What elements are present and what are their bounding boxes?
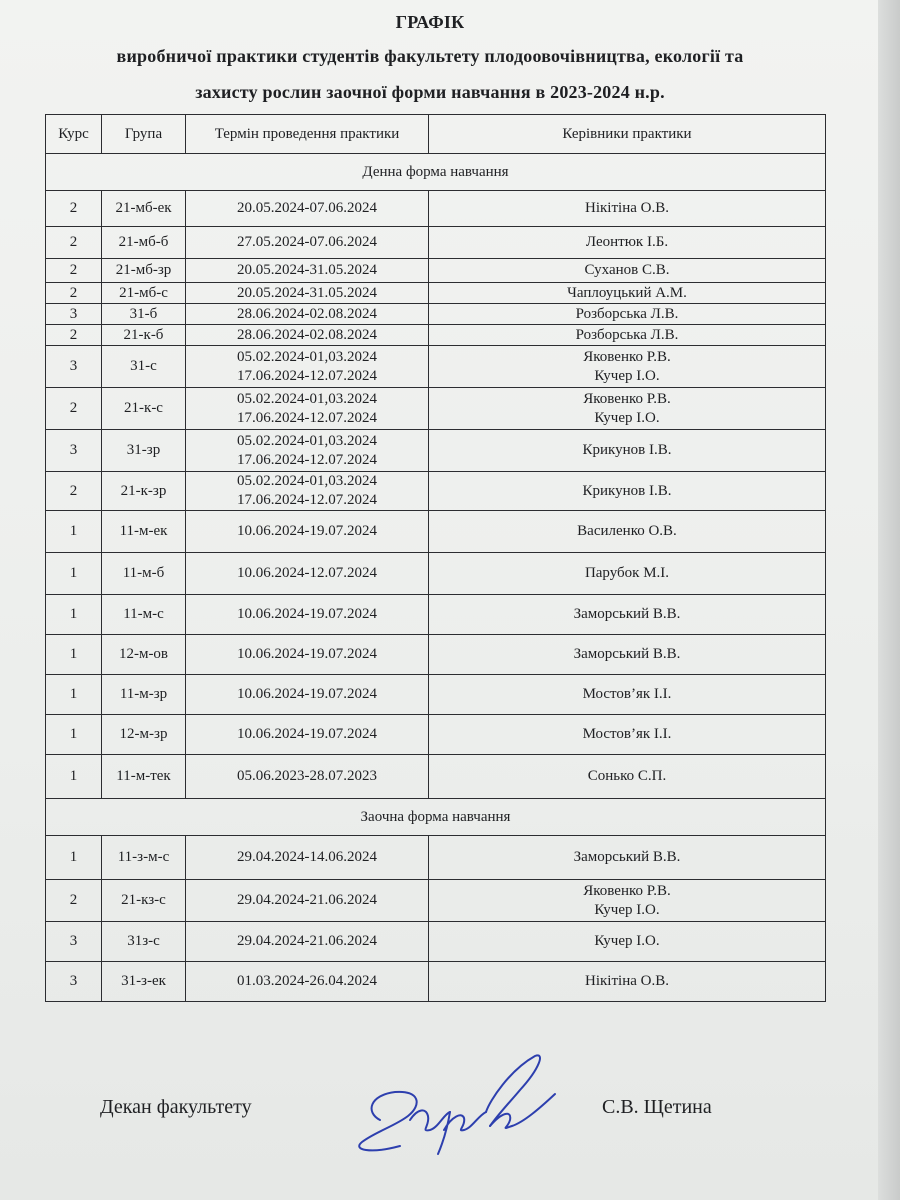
table-row (46, 635, 826, 675)
section-row (46, 154, 826, 191)
leaders-cell-line: Нікітіна О.В. (585, 200, 669, 216)
leaders-cell-line: Леонтюк І.Б. (585, 234, 669, 250)
group-cell: 11-м-с (102, 595, 186, 635)
leaders-cell-line: Нікітіна О.В. (585, 973, 669, 989)
dates-cell (186, 880, 429, 922)
page-edge-shadow (878, 0, 900, 1200)
group-cell: 11-м-зр (102, 675, 186, 715)
leaders-cell (429, 227, 826, 259)
leaders-cell (429, 880, 826, 922)
dates-cell-line: 10.06.2024-19.07.2024 (237, 726, 377, 742)
course-cell: 2 (46, 259, 102, 283)
leaders-cell-line: Василенко О.В. (577, 523, 677, 539)
leaders-cell-line: Крикунов І.В. (582, 442, 672, 458)
group-cell: 11-м-ек (102, 511, 186, 553)
header-group: Група (102, 115, 186, 154)
course-cell: 2 (46, 283, 102, 304)
group-cell: 21-мб-ек (102, 191, 186, 227)
group-cell: 21-кз-с (102, 880, 186, 922)
leaders-cell-line: Заморський В.В. (573, 849, 681, 865)
header-course: Курс (46, 115, 102, 154)
dates-cell (186, 430, 429, 472)
dates-cell (186, 675, 429, 715)
dates-cell (186, 283, 429, 304)
group-cell: 21-к-зр (102, 472, 186, 511)
document-subtitle-line-2: захисту рослин заочної форми навчання в 2023-2024 н.р. (195, 82, 665, 102)
dates-cell (186, 304, 429, 325)
group-cell: 12-м-ов (102, 635, 186, 675)
course-cell: 2 (46, 880, 102, 922)
table-row (46, 346, 826, 388)
leaders-cell-line: Парубок М.І. (584, 565, 670, 581)
dates-cell-line: 20.05.2024-07.06.2024 (237, 200, 377, 216)
dates-cell (186, 836, 429, 880)
leaders-cell (429, 191, 826, 227)
dates-cell (186, 635, 429, 675)
dates-cell (186, 595, 429, 635)
leaders-cell-line: Яковенко Р.В. (583, 882, 671, 899)
dates-cell-line: 10.06.2024-12.07.2024 (237, 565, 377, 581)
leaders-cell-line: Мостов’як І.І. (582, 726, 672, 742)
leaders-cell (429, 836, 826, 880)
table-row (46, 595, 826, 635)
dates-cell (186, 259, 429, 283)
dates-cell-line: 05.02.2024-01,03.2024 (237, 473, 377, 489)
section-label: Денна форма навчання (46, 154, 826, 191)
course-cell: 2 (46, 472, 102, 511)
dates-cell-line: 01.03.2024-26.04.2024 (237, 973, 377, 989)
group-cell: 11-м-б (102, 553, 186, 595)
dates-cell (186, 553, 429, 595)
leaders-cell (429, 325, 826, 346)
leaders-cell-line: Суханов С.В. (584, 262, 670, 278)
leaders-cell-line: Крикунов І.В. (582, 482, 672, 499)
table-row (46, 511, 826, 553)
table-row (46, 283, 826, 304)
table-row (46, 304, 826, 325)
table-row (46, 675, 826, 715)
group-cell: 21-мб-б (102, 227, 186, 259)
course-cell: 1 (46, 836, 102, 880)
table-row (46, 880, 826, 922)
leaders-cell (429, 430, 826, 472)
leaders-cell-line: Заморський В.В. (573, 606, 681, 622)
schedule-table (45, 114, 826, 1002)
leaders-cell (429, 388, 826, 430)
dates-cell-line: 28.06.2024-02.08.2024 (237, 305, 377, 322)
header-leaders: Керівники практики (429, 115, 826, 154)
group-cell: 11-з-м-с (102, 836, 186, 880)
dates-cell-line: 05.02.2024-01,03.2024 (237, 432, 377, 449)
group-cell: 12-м-зр (102, 715, 186, 755)
table-row (46, 430, 826, 472)
course-cell: 1 (46, 635, 102, 675)
group-cell: 21-к-с (102, 388, 186, 430)
dates-cell-line: 29.04.2024-21.06.2024 (237, 892, 377, 908)
table-row (46, 962, 826, 1002)
group-cell: 21-мб-зр (102, 259, 186, 283)
leaders-cell (429, 595, 826, 635)
dates-cell-line: 27.05.2024-07.06.2024 (237, 234, 377, 250)
table-row (46, 227, 826, 259)
dates-cell (186, 191, 429, 227)
leaders-cell (429, 259, 826, 283)
document-subtitle-line-1: виробничої практики студентів факультету плодоовочівництва, екології та (116, 46, 744, 66)
leaders-cell-line: Розборська Л.В. (575, 305, 679, 322)
course-cell: 3 (46, 346, 102, 388)
course-cell: 3 (46, 430, 102, 472)
leaders-cell-line: Розборська Л.В. (575, 326, 679, 343)
dates-cell (186, 755, 429, 799)
leaders-cell-line: Чаплоуцький А.М. (567, 284, 687, 301)
table-body (46, 154, 826, 1002)
group-cell: 31-с (102, 346, 186, 388)
dates-cell-line: 10.06.2024-19.07.2024 (237, 686, 377, 702)
group-cell: 31-б (102, 304, 186, 325)
course-cell: 2 (46, 325, 102, 346)
dates-cell-line: 28.06.2024-02.08.2024 (237, 326, 377, 343)
leaders-cell-line: Кучер І.О. (594, 933, 660, 949)
dates-cell-line: 10.06.2024-19.07.2024 (237, 606, 377, 622)
dates-cell (186, 962, 429, 1002)
section-label: Заочна форма навчання (46, 799, 826, 836)
document-title: ГРАФІК (395, 12, 465, 32)
dates-cell-line: 20.05.2024-31.05.2024 (237, 284, 377, 301)
course-cell: 1 (46, 755, 102, 799)
course-cell: 3 (46, 304, 102, 325)
table-row (46, 715, 826, 755)
table-header-row (46, 115, 826, 154)
table-row (46, 388, 826, 430)
course-cell: 1 (46, 675, 102, 715)
dates-cell-line: 05.06.2023-28.07.2023 (237, 768, 377, 784)
leaders-cell-line: Кучер І.О. (594, 367, 660, 384)
dates-cell (186, 227, 429, 259)
table-row (46, 755, 826, 799)
leaders-cell-line: Кучер І.О. (594, 409, 660, 426)
table-row (46, 325, 826, 346)
leaders-cell-line: Яковенко Р.В. (583, 348, 671, 365)
leaders-cell (429, 715, 826, 755)
leaders-cell (429, 962, 826, 1002)
dates-cell (186, 715, 429, 755)
dates-cell-line: 17.06.2024-12.07.2024 (237, 492, 377, 508)
dates-cell-line: 10.06.2024-19.07.2024 (237, 646, 377, 662)
table-row (46, 191, 826, 227)
dates-cell (186, 472, 429, 511)
dates-cell-line: 29.04.2024-14.06.2024 (237, 849, 377, 865)
course-cell: 1 (46, 553, 102, 595)
leaders-cell-line: Сонько С.П. (587, 768, 667, 784)
section-row (46, 799, 826, 836)
course-cell: 2 (46, 227, 102, 259)
table-row (46, 472, 826, 511)
dates-cell (186, 346, 429, 388)
dates-cell (186, 922, 429, 962)
dates-cell-line: 17.06.2024-12.07.2024 (237, 451, 377, 468)
dates-cell-line: 29.04.2024-21.06.2024 (237, 933, 377, 949)
dates-cell (186, 388, 429, 430)
leaders-cell-line: Кучер І.О. (594, 901, 660, 918)
leaders-cell (429, 304, 826, 325)
dates-cell (186, 325, 429, 346)
group-cell: 31-зр (102, 430, 186, 472)
course-cell: 3 (46, 922, 102, 962)
leaders-cell (429, 922, 826, 962)
course-cell: 1 (46, 511, 102, 553)
group-cell: 21-к-б (102, 325, 186, 346)
handwritten-signature (340, 1050, 570, 1160)
leaders-cell (429, 283, 826, 304)
group-cell: 11-м-тек (102, 755, 186, 799)
table-row (46, 259, 826, 283)
leaders-cell (429, 472, 826, 511)
course-cell: 1 (46, 595, 102, 635)
leaders-cell (429, 635, 826, 675)
course-cell: 3 (46, 962, 102, 1002)
leaders-cell (429, 553, 826, 595)
leaders-cell (429, 755, 826, 799)
leaders-cell-line: Заморський В.В. (573, 646, 681, 662)
course-cell: 2 (46, 388, 102, 430)
leaders-cell (429, 511, 826, 553)
dates-cell-line: 20.05.2024-31.05.2024 (237, 262, 377, 278)
leaders-cell-line: Мостов’як І.І. (582, 686, 672, 702)
leaders-cell (429, 675, 826, 715)
leaders-cell (429, 346, 826, 388)
group-cell: 31-з-ек (102, 962, 186, 1002)
dates-cell-line: 05.02.2024-01,03.2024 (237, 348, 377, 365)
course-cell: 2 (46, 191, 102, 227)
group-cell: 21-мб-с (102, 283, 186, 304)
dates-cell (186, 511, 429, 553)
course-cell: 1 (46, 715, 102, 755)
dean-title: Декан факультету (100, 1096, 252, 1118)
table-row (46, 553, 826, 595)
dates-cell-line: 17.06.2024-12.07.2024 (237, 367, 377, 384)
dean-name: С.В. Щетина (602, 1096, 712, 1118)
table-row (46, 922, 826, 962)
dates-cell-line: 10.06.2024-19.07.2024 (237, 523, 377, 539)
dates-cell-line: 05.02.2024-01,03.2024 (237, 390, 377, 407)
group-cell: 31з-с (102, 922, 186, 962)
table-row (46, 836, 826, 880)
dates-cell-line: 17.06.2024-12.07.2024 (237, 409, 377, 426)
header-dates: Термін проведення практики (186, 115, 429, 154)
leaders-cell-line: Яковенко Р.В. (583, 390, 671, 407)
